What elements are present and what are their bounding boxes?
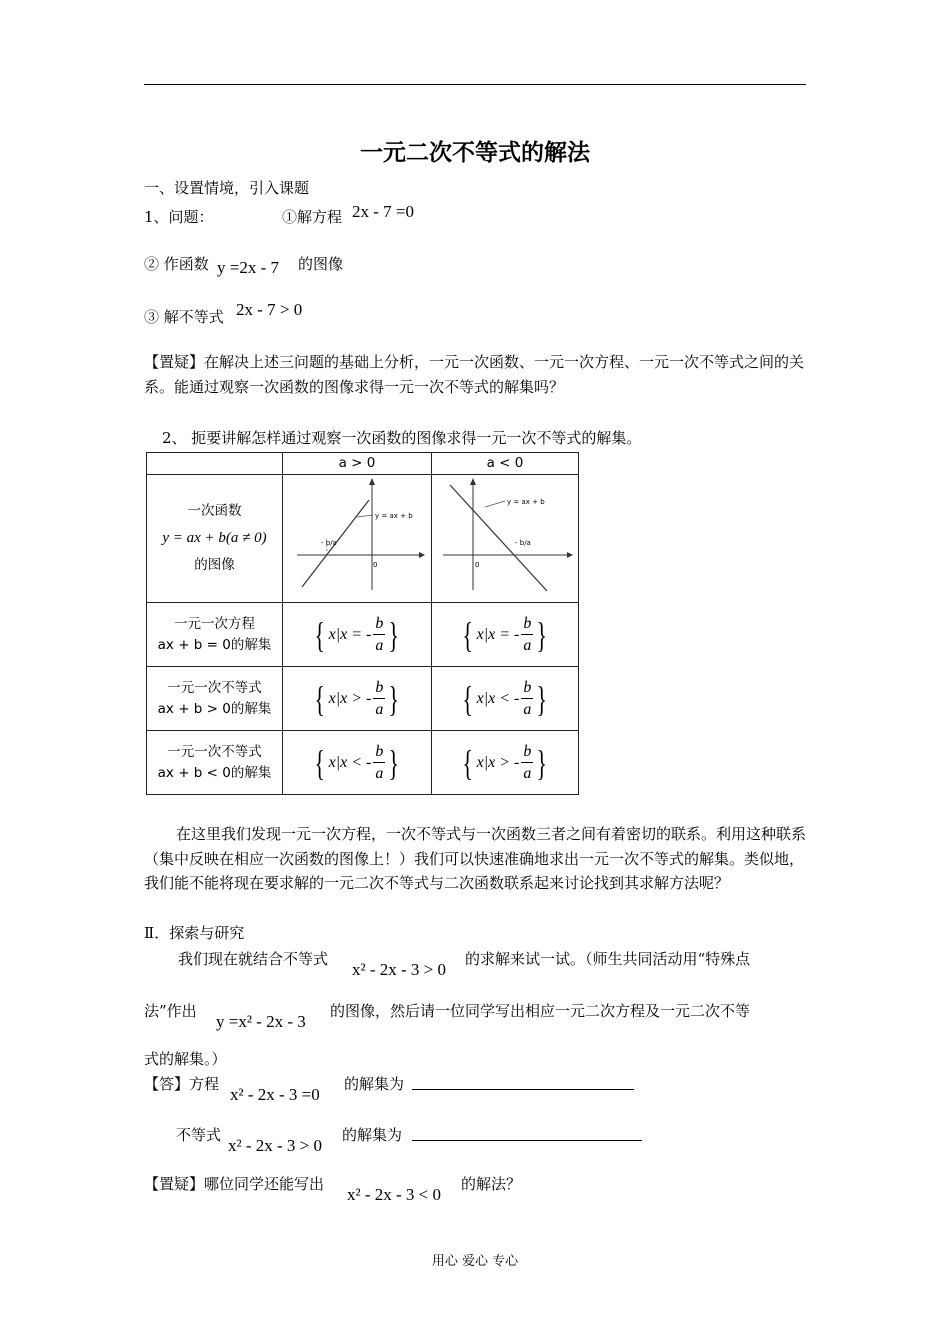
explore-text-e: 式的解集。） [144, 1050, 227, 1068]
doubt-2-label: 【置疑】哪位同学还能写出 [144, 1175, 325, 1193]
row-label-equation-line2: ax + b = 0的解集 [157, 636, 272, 653]
table-corner [147, 453, 283, 475]
graph-x-intercept-label-neg: - b/a [515, 539, 531, 547]
doubt-2-tail: 的解法？ [461, 1175, 522, 1193]
explore-math-2: y =x² - 2x - 3 [216, 1012, 306, 1031]
row-label-ineq-gt-line1: 一元一次不等式 [167, 679, 262, 696]
question-label: 1、问题： [144, 208, 214, 226]
col-header-a-negative: a < 0 [432, 453, 579, 475]
page-footer: 用心 爱心 专心 [431, 1254, 519, 1269]
question-3-text: ③ 解不等式 [144, 308, 224, 326]
body-paragraph-1: 在这里我们发现一元一次方程，一次不等式与一次函数三者之间有着密切的联系。利用这种联系（集中反映在相应一次函数的图像上！）我们可以快速准确地求出一元一次不等式的解集。类似地，我们能不能将现在要求解的一元二次不等式与二次函数联系起来讨论找到其求解方法呢？ [144, 825, 807, 892]
explore-text-d: 的图像，然后请一位同学写出相应一元二次方程及一元二次不等 [330, 1002, 751, 1020]
explore-text-b: 的求解来试一试。（师生共同活动用“特殊点 [465, 950, 751, 968]
section-heading-2: Ⅱ．探索与研究 [144, 924, 245, 942]
graph-origin: 0 [373, 561, 378, 569]
section-heading-1: 一、设置情境，引入课题 [144, 179, 310, 197]
header-rule [144, 84, 806, 85]
row-label-graph-line2: y = ax + b(a ≠ 0) [162, 530, 267, 546]
linear-summary-table [146, 452, 579, 795]
graph-a-negative-cell [432, 475, 579, 603]
question-2-text: ② 作函数 [144, 255, 209, 273]
row-label-graph [147, 475, 283, 603]
inequality-tail: 的解集为 [342, 1126, 403, 1144]
question-2-math: y =2x - 7 [217, 258, 279, 277]
answer-blank-2[interactable] [412, 1140, 642, 1141]
inequality-math: x² - 2x - 3 > 0 [228, 1136, 323, 1155]
row-label-graph-line3: 的图像 [194, 557, 235, 573]
row-label-equation-line1: 一元一次方程 [174, 615, 255, 632]
explore-text-a: 我们现在就结合不等式 [178, 950, 329, 968]
row-label-ineq-lt [147, 731, 283, 795]
graph-line-label-neg: y = ax + b [507, 498, 545, 506]
graph-origin-neg: 0 [475, 561, 480, 569]
answer-math: x² - 2x - 3 =0 [230, 1085, 320, 1104]
graph-x-intercept-label: - b/a [321, 539, 337, 547]
graph-a-positive [287, 475, 427, 595]
graph-a-negative [435, 475, 575, 595]
ineq-lt-a-negative: { x|x > - $\frac{b}{a}$ } [432, 731, 579, 795]
doubt-paragraph-1: 【置疑】在解决上述三问题的基础上分析，一元一次函数、一元一次方程、一元一次不等式之间的关系。能通过观察一次函数的图像求得一元一次不等式的解集吗？ [144, 353, 805, 396]
question-1-text: ①解方程 [282, 208, 343, 226]
point-2-text: 2、 扼要讲解怎样通过观察一次函数的图像求得一元一次不等式的解集。 [162, 429, 642, 447]
question-2-tail: 的图像 [298, 255, 344, 273]
col-header-a-positive: a > 0 [283, 453, 432, 475]
row-label-graph-line1: 一次函数 [187, 503, 242, 519]
ineq-lt-a-positive: { x|x < - $\frac{b}{a}$ } [283, 731, 432, 795]
row-label-ineq-lt-line2: ax + b < 0的解集 [157, 764, 272, 781]
row-label-ineq-lt-line1: 一元一次不等式 [167, 743, 262, 760]
explore-text-c: 法”作出 [144, 1002, 197, 1020]
row-label-equation [147, 603, 283, 667]
explore-math-1: x² - 2x - 3 > 0 [352, 960, 447, 979]
inequality-label: 不等式 [176, 1126, 222, 1144]
answer-blank-1[interactable] [412, 1089, 634, 1090]
question-1-math: 2x - 7 =0 [352, 202, 414, 221]
doubt-2-math: x² - 2x - 3 < 0 [347, 1185, 442, 1204]
ineq-gt-a-positive: { x|x > - $\frac{b}{a}$ } [283, 667, 432, 731]
graph-a-positive-cell [283, 475, 432, 603]
equation-a-positive: { x|x = - $\frac{b}{a}$ } [283, 603, 432, 667]
ineq-gt-a-negative: { x|x < - $\frac{b}{a}$ } [432, 667, 579, 731]
page-title: 一元二次不等式的解法 [360, 140, 590, 166]
answer-tail: 的解集为 [344, 1075, 405, 1093]
question-3-math: 2x - 7 > 0 [236, 300, 303, 319]
equation-a-negative: { x|x = - $\frac{b}{a}$ } [432, 603, 579, 667]
graph-line-label: y = ax + b [375, 512, 413, 520]
row-label-ineq-gt [147, 667, 283, 731]
row-label-ineq-gt-line2: ax + b > 0的解集 [157, 700, 272, 717]
answer-label: 【答】方程 [144, 1075, 220, 1093]
